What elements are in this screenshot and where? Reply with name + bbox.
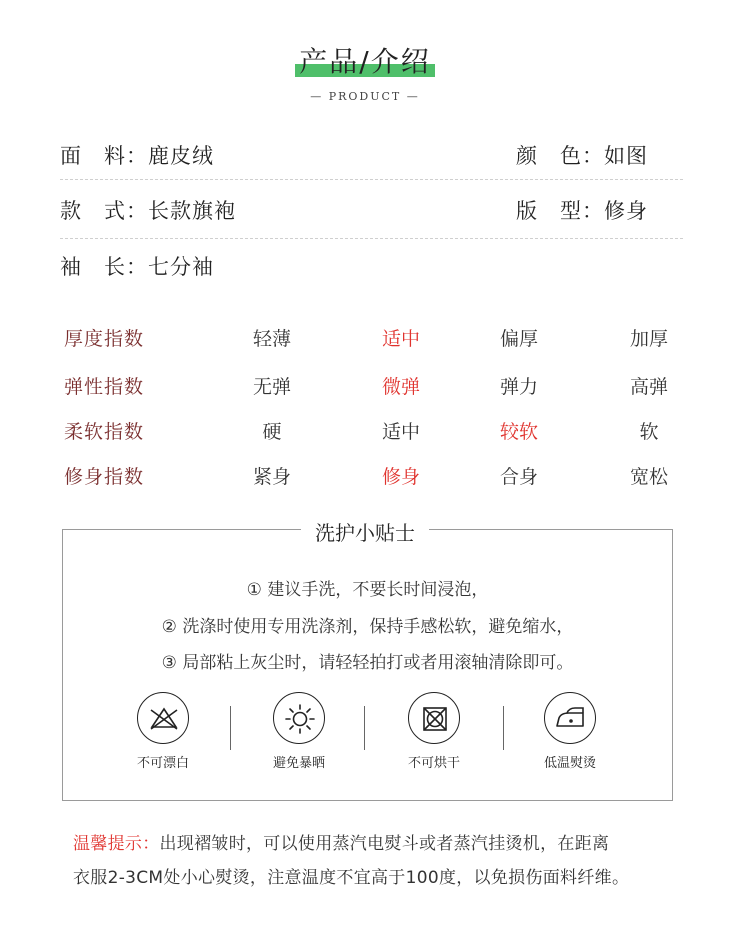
care-title bbox=[0, 517, 730, 546]
no-bleach-icon bbox=[137, 692, 189, 744]
avoid-sun-label: 避免暴晒 bbox=[272, 756, 325, 771]
index-option: 硬 bbox=[262, 421, 282, 443]
no-tumble-dry-label: 不可烘干 bbox=[407, 756, 460, 771]
info-fabric: 面 料：鹿皮绒 bbox=[60, 144, 214, 168]
info-sleeve: 袖 长：七分袖 bbox=[60, 255, 214, 279]
low-iron-icon bbox=[544, 692, 596, 744]
index-option: 弹力 bbox=[499, 376, 538, 398]
no-bleach-label: 不可漂白 bbox=[136, 756, 189, 771]
icon-separator bbox=[503, 706, 504, 750]
page-subtitle: — PRODUCT — bbox=[310, 90, 420, 103]
icon-separator bbox=[364, 706, 365, 750]
info-fit: 版 型：修身 bbox=[516, 199, 648, 223]
index-option: 软 bbox=[639, 421, 659, 443]
index-label: 柔软指数 bbox=[64, 421, 145, 443]
care-line-3: ③ 局部粘上灰尘时，请轻轻拍打或者用滚轴清除即可。 bbox=[161, 653, 574, 673]
index-option: 无弹 bbox=[252, 376, 291, 398]
divider bbox=[60, 179, 683, 180]
tip-text-1: 出现褶皱时，可以使用蒸汽电熨斗或者蒸汽挂烫机，在距离 bbox=[159, 834, 610, 854]
avoid-sun-icon bbox=[273, 692, 325, 744]
icon-separator bbox=[230, 706, 231, 750]
index-option: 高弹 bbox=[629, 376, 668, 398]
index-option-selected: 较软 bbox=[499, 421, 538, 443]
index-option: 轻薄 bbox=[252, 328, 291, 350]
index-option: 加厚 bbox=[629, 328, 668, 350]
index-option: 偏厚 bbox=[499, 328, 538, 350]
index-option: 合身 bbox=[499, 466, 538, 488]
tip-line-2 bbox=[73, 863, 629, 888]
info-style: 款 式：长款旗袍 bbox=[60, 199, 236, 223]
page-title-text: 产品/介绍 bbox=[299, 45, 431, 78]
tip-label: 温馨提示： bbox=[73, 834, 160, 854]
index-option-selected: 微弹 bbox=[381, 376, 420, 398]
index-option-selected: 修身 bbox=[381, 466, 420, 488]
no-tumble-dry-icon bbox=[408, 692, 460, 744]
index-option: 适中 bbox=[381, 421, 420, 443]
index-label: 弹性指数 bbox=[64, 376, 145, 398]
care-line-2: ② 洗涤时使用专用洗涤剂，保持手感松软，避免缩水， bbox=[161, 617, 574, 637]
care-title-text: 洗护小贴士 bbox=[301, 517, 429, 546]
index-option: 紧身 bbox=[252, 466, 291, 488]
page-title bbox=[299, 40, 430, 80]
header bbox=[0, 40, 730, 80]
tip-line-1 bbox=[73, 829, 609, 854]
divider bbox=[60, 238, 683, 239]
index-option-selected: 适中 bbox=[381, 328, 420, 350]
index-label: 修身指数 bbox=[64, 466, 145, 488]
tip-text-2: 衣服2-3CM处小心熨烫，注意温度不宜高于100度，以免损伤面料纤维。 bbox=[73, 868, 630, 888]
info-color: 颜 色：如图 bbox=[516, 144, 648, 168]
care-line-1: ① 建议手洗，不要长时间浸泡， bbox=[246, 580, 489, 600]
low-iron-label: 低温熨烫 bbox=[543, 756, 596, 771]
index-label: 厚度指数 bbox=[64, 328, 145, 350]
index-option: 宽松 bbox=[629, 466, 668, 488]
